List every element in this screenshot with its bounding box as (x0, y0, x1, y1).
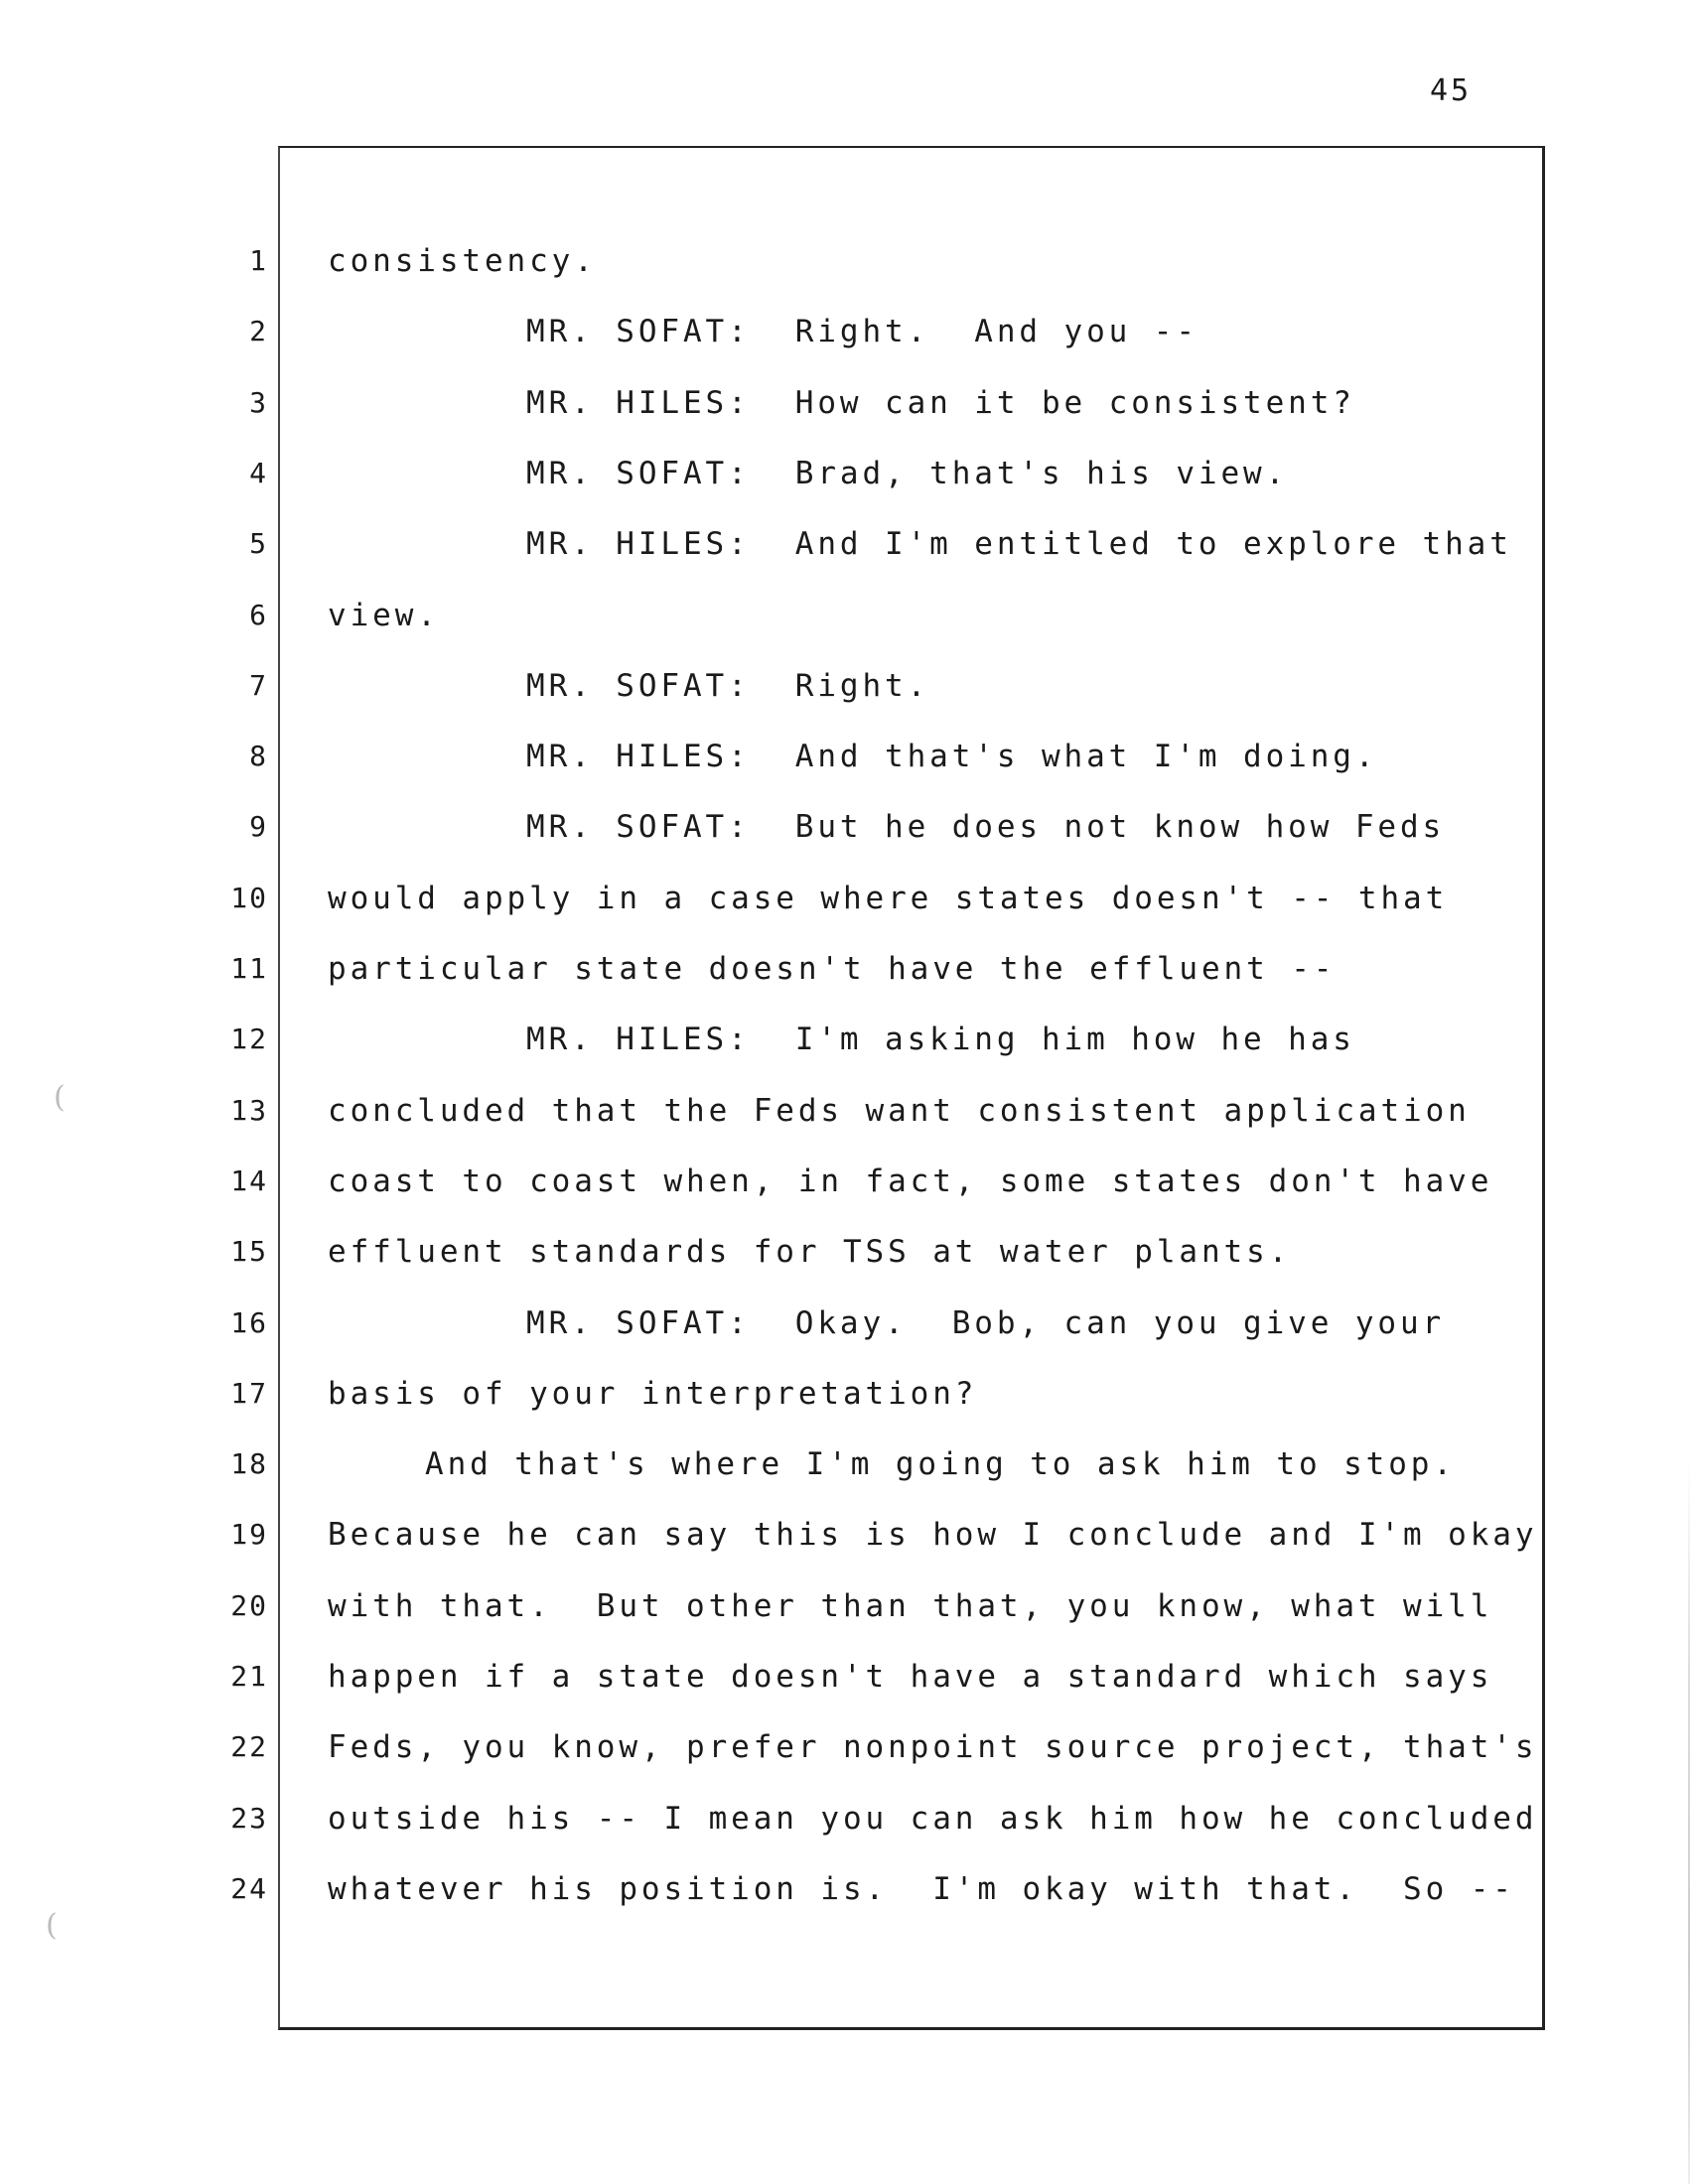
line-number: 1 (249, 244, 268, 277)
line-number: 7 (249, 668, 268, 702)
line-number: 12 (230, 1023, 268, 1056)
transcript-line (0, 449, 1692, 498)
line-number: 20 (230, 1588, 268, 1622)
line-number: 5 (249, 527, 268, 561)
line-number: 6 (249, 598, 268, 631)
line-number: 8 (249, 740, 268, 773)
margin-mark: ( (46, 1908, 58, 1943)
line-text: basis of your interpretation? (328, 1375, 978, 1412)
transcript-line (0, 1369, 1692, 1419)
transcript-line (0, 661, 1692, 711)
transcript-line (0, 1227, 1692, 1277)
transcript-line (0, 1794, 1692, 1843)
line-number: 23 (230, 1801, 268, 1835)
transcript-line (0, 307, 1692, 356)
line-text: Because he can say this is how I conclude and I'm okay (328, 1517, 1538, 1554)
transcript-line (0, 1157, 1692, 1206)
line-text: MR. SOFAT: Right. And you -- (526, 314, 1198, 350)
line-text: MR. SOFAT: Right. (526, 667, 930, 704)
line-number: 11 (230, 952, 268, 985)
transcript-line (0, 1439, 1692, 1489)
line-text: MR. HILES: How can it be consistent? (526, 384, 1355, 421)
margin-mark: ( (54, 1080, 66, 1115)
line-text: MR. HILES: I'm asking him how he has (526, 1022, 1355, 1058)
transcript-line (0, 378, 1692, 428)
line-number: 9 (249, 810, 268, 844)
line-text: particular state doesn't have the effluent -- (328, 951, 1337, 987)
line-text: coast to coast when, in fact, some states don't have (328, 1162, 1493, 1199)
line-text: Feds, you know, prefer nonpoint source project, that's (328, 1729, 1538, 1766)
transcript-line (0, 1298, 1692, 1348)
line-number: 18 (230, 1447, 268, 1481)
line-number: 2 (249, 315, 268, 348)
transcript-line (0, 236, 1692, 286)
line-number: 22 (230, 1730, 268, 1764)
line-text: would apply in a case where states doesn't -- that (328, 880, 1449, 916)
transcript-line (0, 519, 1692, 569)
line-text: And that's where I'm going to ask him to stop. (425, 1446, 1456, 1483)
line-text: MR. SOFAT: But he does not know how Feds (526, 809, 1446, 846)
line-text: MR. SOFAT: Brad, that's his view. (526, 455, 1289, 491)
line-number: 3 (249, 385, 268, 419)
line-number: 13 (230, 1093, 268, 1127)
transcript-line (0, 591, 1692, 640)
line-text: whatever his position is. I'm okay with that. So -- (328, 1870, 1515, 1907)
line-text: view. (328, 597, 440, 633)
line-text: with that. But other than that, you know, what will (328, 1587, 1493, 1624)
line-text: MR. HILES: And I'm entitled to explore that (526, 526, 1512, 563)
transcript-line (0, 1086, 1692, 1136)
transcript-line (0, 802, 1692, 852)
transcript-line (0, 1864, 1692, 1914)
line-number: 10 (230, 881, 268, 914)
line-number: 17 (230, 1376, 268, 1410)
line-text: MR. SOFAT: Okay. Bob, can you give your (526, 1304, 1446, 1341)
transcript-line (0, 1581, 1692, 1631)
line-text: concluded that the Feds want consistent application (328, 1092, 1471, 1129)
transcript-line (0, 1015, 1692, 1064)
scan-edge (1688, 1459, 1690, 2184)
line-text: effluent standards for TSS at water plants. (328, 1234, 1292, 1271)
line-number: 14 (230, 1163, 268, 1197)
transcript-line (0, 1722, 1692, 1772)
line-number: 21 (230, 1660, 268, 1693)
line-text: outside his -- I mean you can ask him how he concluded (328, 1800, 1538, 1837)
transcript-line (0, 874, 1692, 923)
line-number: 24 (230, 1871, 268, 1905)
transcript-line (0, 944, 1692, 994)
line-text: consistency. (328, 243, 597, 279)
line-number: 15 (230, 1235, 268, 1269)
line-number: 16 (230, 1305, 268, 1339)
line-text: MR. HILES: And that's what I'm doing. (526, 739, 1378, 775)
line-number: 4 (249, 456, 268, 489)
transcript-line (0, 732, 1692, 781)
line-number: 19 (230, 1518, 268, 1552)
transcript-line (0, 1652, 1692, 1702)
page-number: 45 (1430, 73, 1473, 108)
line-text: happen if a state doesn't have a standard which says (328, 1659, 1493, 1695)
transcript-line (0, 1510, 1692, 1560)
